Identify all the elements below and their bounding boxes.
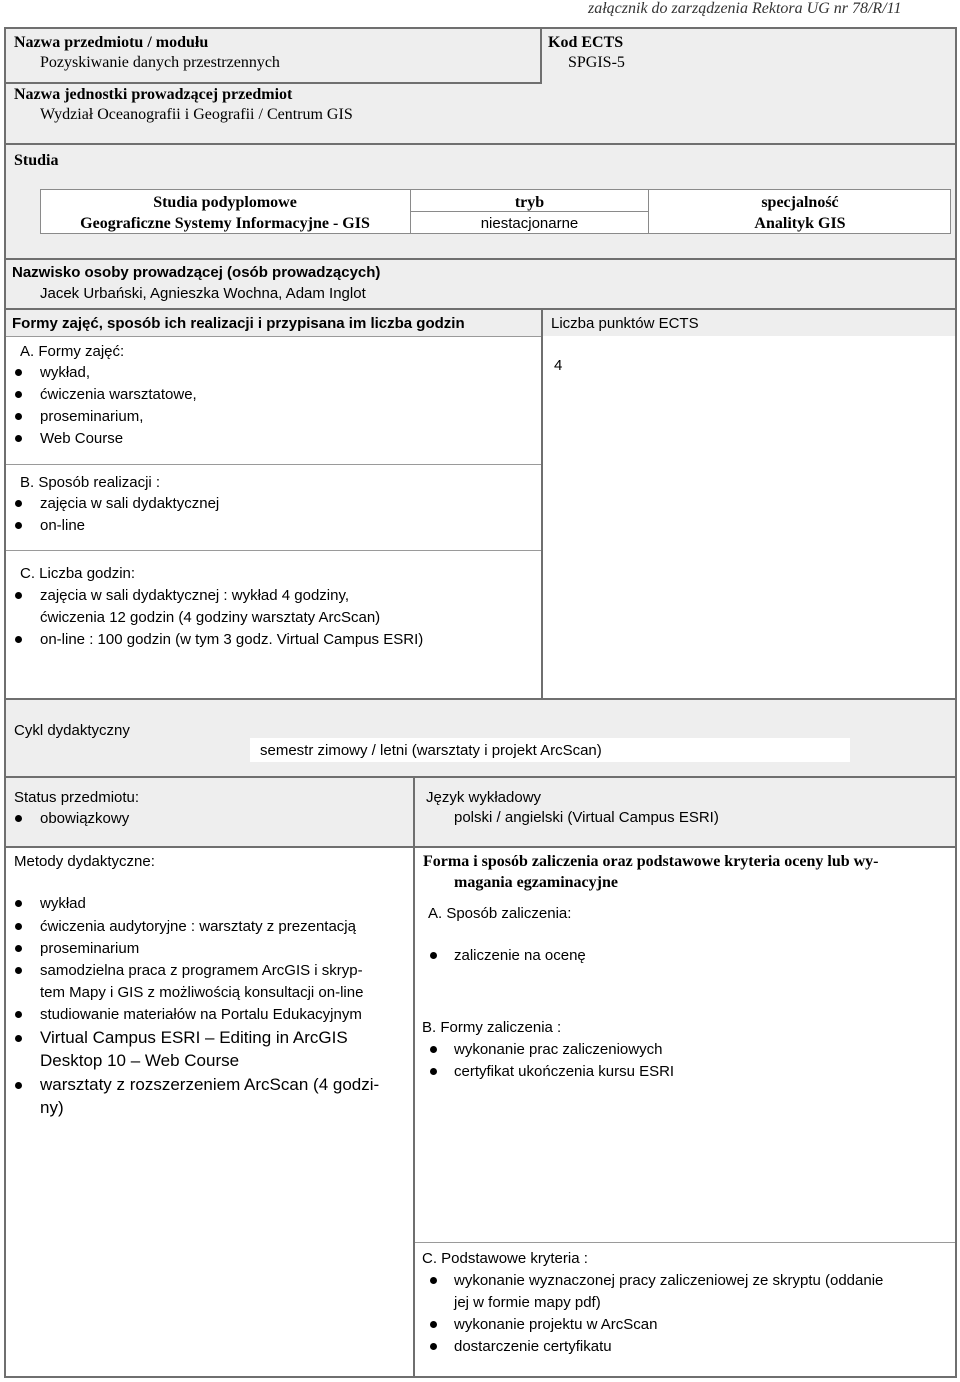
bullet-icon bbox=[15, 500, 22, 507]
bullet-icon bbox=[430, 952, 437, 959]
bullet-icon bbox=[15, 1011, 22, 1018]
forms-c-item-line: ćwiczenia 12 godzin (4 godziny warsztaty ArcScan) bbox=[40, 609, 381, 626]
forms-a-label: A. Formy zajęć: bbox=[20, 343, 125, 360]
bullet-icon bbox=[430, 1277, 437, 1284]
bullet-icon bbox=[15, 391, 22, 398]
forms-a-item: proseminarium, bbox=[40, 408, 144, 425]
spec-value: Analityk GIS bbox=[754, 215, 846, 232]
language-value: polski / angielski (Virtual Campus ESRI) bbox=[454, 809, 719, 826]
cycle-value: semestr zimowy / letni (warsztaty i projekt ArcScan) bbox=[260, 742, 602, 759]
unit-label: Nazwa jednostki prowadzącej przedmiot bbox=[14, 86, 293, 103]
bullet-icon bbox=[15, 435, 22, 442]
bullet-icon bbox=[15, 923, 22, 930]
lecturers-label: Nazwisko osoby prowadzącej (osób prowadzących) bbox=[12, 264, 381, 281]
bullet-icon bbox=[15, 900, 22, 907]
bullet-icon bbox=[15, 522, 22, 529]
mode-value: niestacjonarne bbox=[480, 215, 579, 232]
bullet-icon bbox=[15, 945, 22, 952]
assessment-c-item: dostarczenie certyfikatu bbox=[454, 1338, 612, 1355]
assessment-b-item: wykonanie prac zaliczeniowych bbox=[454, 1041, 663, 1058]
assessment-title: Forma i sposób zaliczenia oraz podstawowe kryteria oceny lub wy- bbox=[423, 853, 879, 870]
studies-type-value: Geograficzne Systemy Informacyjne - GIS bbox=[80, 215, 370, 232]
forms-b-label: B. Sposób realizacji : bbox=[20, 474, 161, 491]
ects-code-label: Kod ECTS bbox=[548, 34, 624, 51]
forms-b-item: on-line bbox=[40, 517, 86, 534]
studies-type-label: Studia podyplomowe bbox=[153, 194, 297, 211]
ects-points-label: Liczba punktów ECTS bbox=[551, 315, 699, 332]
ects-points-box bbox=[543, 336, 955, 698]
methods-item: samodzielna praca z programem ArcGIS i skryp- bbox=[40, 962, 363, 979]
bullet-icon bbox=[15, 636, 22, 643]
assessment-title-cont: magania egzaminacyjne bbox=[454, 874, 618, 891]
bullet-icon bbox=[15, 592, 22, 599]
bullet-icon bbox=[15, 1035, 22, 1042]
forms-a-item: wykład, bbox=[40, 364, 91, 381]
bullet-icon bbox=[430, 1321, 437, 1328]
bullet-icon bbox=[430, 1046, 437, 1053]
forms-a-item: ćwiczenia warsztatowe, bbox=[40, 386, 197, 403]
methods-item-cont: tem Mapy i GIS z możliwością konsultacji on-line bbox=[40, 984, 364, 1001]
status-label: Status przedmiotu: bbox=[14, 789, 140, 806]
unit-value: Wydział Oceanografii i Geografii / Centrum GIS bbox=[40, 106, 353, 123]
header-divider bbox=[540, 27, 542, 83]
ects-code-value: SPGIS-5 bbox=[568, 54, 625, 71]
methods-item-cont: Desktop 10 – Web Course bbox=[40, 1051, 240, 1070]
ects-points-value: 4 bbox=[554, 357, 563, 374]
forms-b-item: zajęcia w sali dydaktycznej bbox=[40, 495, 220, 512]
studies-label: Studia bbox=[14, 152, 59, 169]
annex-note: załącznik do zarządzenia Rektora UG nr 78/R/11 bbox=[588, 0, 902, 17]
forms-c-item-line: on-line : 100 godzin (w tym 3 godz. Virtual Campus ESRI) bbox=[40, 631, 424, 648]
methods-item: ćwiczenia audytoryjne : warsztaty z prezentacją bbox=[40, 918, 356, 935]
forms-a-item: Web Course bbox=[40, 430, 124, 447]
assessment-b-item: certyfikat ukończenia kursu ESRI bbox=[454, 1063, 675, 1080]
methods-item: proseminarium bbox=[40, 940, 140, 957]
methods-item: studiowanie materiałów na Portalu Edukacyjnym bbox=[40, 1006, 362, 1023]
bullet-icon bbox=[430, 1068, 437, 1075]
forms-c-label: C. Liczba godzin: bbox=[20, 565, 136, 582]
assessment-c-item-cont: jej w formie mapy pdf) bbox=[454, 1294, 601, 1311]
assessment-c-item: wykonanie projektu w ArcScan bbox=[454, 1316, 658, 1333]
bullet-icon bbox=[15, 815, 22, 822]
assessment-a-item: zaliczenie na ocenę bbox=[454, 947, 586, 964]
assessment-c-item: wykonanie wyznaczonej pracy zaliczeniowej ze skryptu (oddanie bbox=[454, 1272, 884, 1289]
bullet-icon bbox=[430, 1343, 437, 1350]
spec-label: specjalność bbox=[761, 194, 839, 211]
methods-label: Metody dydaktyczne: bbox=[14, 853, 155, 870]
lecturers-value: Jacek Urbański, Agnieszka Wochna, Adam Inglot bbox=[40, 285, 366, 302]
assessment-c-label: C. Podstawowe kryteria : bbox=[422, 1250, 588, 1267]
subject-value: Pozyskiwanie danych przestrzennych bbox=[40, 54, 280, 71]
bullet-icon bbox=[15, 369, 22, 376]
assessment-b-label: B. Formy zaliczenia : bbox=[422, 1019, 562, 1036]
language-label: Język wykładowy bbox=[426, 789, 542, 806]
bullet-icon bbox=[15, 967, 22, 974]
assessment-a-label: A. Sposób zaliczenia: bbox=[428, 905, 572, 922]
methods-item: Virtual Campus ESRI – Editing in ArcGIS bbox=[40, 1028, 348, 1047]
methods-item: warsztaty z rozszerzeniem ArcScan (4 godzi- bbox=[40, 1075, 380, 1094]
forms-c-item-line: zajęcia w sali dydaktycznej : wykład 4 godziny, bbox=[40, 587, 350, 604]
methods-item-cont: ny) bbox=[40, 1098, 64, 1117]
bullet-icon bbox=[15, 1082, 22, 1089]
status-item: obowiązkowy bbox=[40, 810, 130, 827]
subject-label: Nazwa przedmiotu / modułu bbox=[14, 34, 209, 51]
bullet-icon bbox=[15, 413, 22, 420]
methods-item: wykład bbox=[40, 895, 86, 912]
mode-label: tryb bbox=[514, 194, 545, 211]
cycle-label: Cykl dydaktyczny bbox=[14, 722, 130, 739]
forms-title: Formy zajęć, sposób ich realizacji i przypisana im liczba godzin bbox=[12, 315, 465, 332]
